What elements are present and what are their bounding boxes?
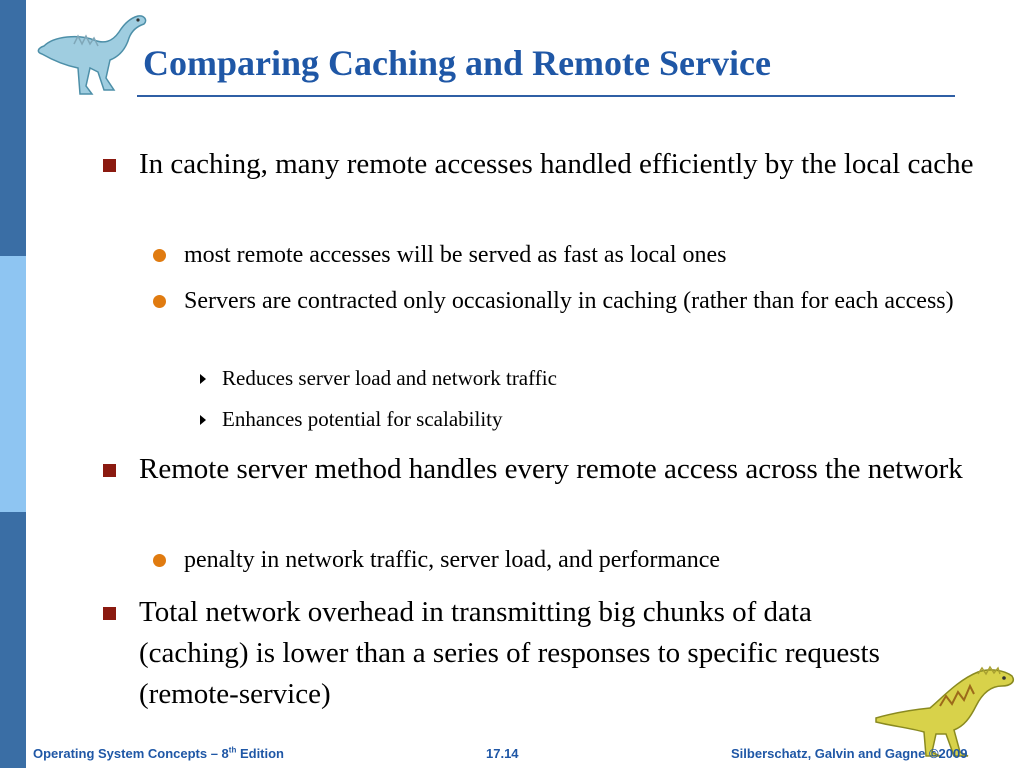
triangle-bullet-icon <box>200 374 206 384</box>
bullet-item <box>153 284 993 318</box>
footer-book-title: Operating System Concepts – 8th Edition <box>33 745 285 761</box>
slide-title: Comparing Caching and Remote Service <box>143 43 771 83</box>
square-bullet-icon <box>103 464 116 477</box>
bullet-text: most remote accesses will be served as fast as local ones <box>184 242 727 268</box>
square-bullet-icon <box>103 159 116 172</box>
bullet-text: Servers are contracted only occasionally in caching (rather than for each access) <box>184 288 954 314</box>
triangle-bullet-icon <box>200 415 206 425</box>
bullet-text: Remote server method handles every remote access across the network <box>139 453 963 485</box>
bullet-item <box>103 144 983 185</box>
bullet-text: Reduces server load and network traffic <box>222 366 557 390</box>
dot-bullet-icon <box>153 295 166 308</box>
bullet-item <box>200 404 990 434</box>
bullet-text: penalty in network traffic, server load, and performance <box>184 547 720 573</box>
bullet-text: Total network overhead in transmitting big chunks of data (caching) is lower than a series of responses to specific requests (remote-service) <box>139 596 880 710</box>
bullet-item <box>103 592 903 715</box>
bullet-item <box>103 449 983 490</box>
dot-bullet-icon <box>153 249 166 262</box>
bullet-item <box>153 543 993 577</box>
footer-page-number: 17.14 <box>486 746 519 761</box>
square-bullet-icon <box>103 607 116 620</box>
bullet-item <box>200 363 990 393</box>
bullet-text: Enhances potential for scalability <box>222 407 503 431</box>
dot-bullet-icon <box>153 554 166 567</box>
dinosaur-mascot-icon <box>870 660 1018 760</box>
bullet-text: In caching, many remote accesses handled efficiently by the local cache <box>139 148 974 180</box>
footer-copyright: Silberschatz, Galvin and Gagne ©2009 <box>731 746 968 761</box>
bullet-item <box>153 238 993 272</box>
